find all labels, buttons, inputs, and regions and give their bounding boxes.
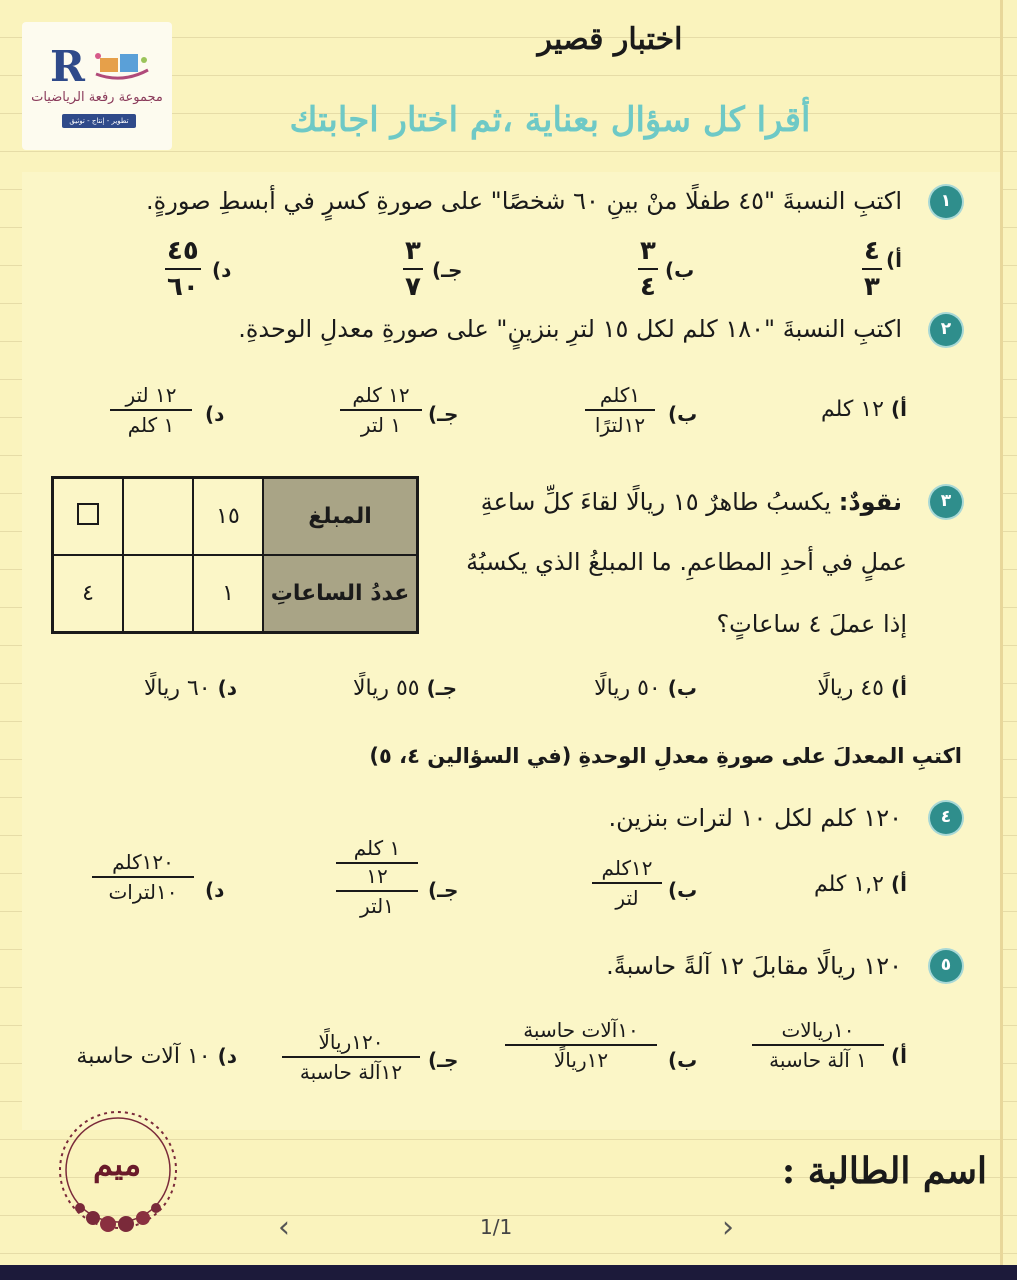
q1-option-b-fraction[interactable] — [638, 236, 658, 302]
question-3-lead: نقودٌ: — [838, 488, 902, 516]
question-5-text: ١٢٠ ريالًا مقابلَ ١٢ آلةً حاسبةً. — [606, 952, 902, 980]
q2-option-c-fraction[interactable] — [340, 383, 422, 437]
table-header-amount: المبلغ — [263, 478, 418, 556]
q5-option-d-letter: د) — [217, 1044, 237, 1068]
q1-option-d-letter: د) — [212, 258, 232, 282]
q5-option-d-value: ١٠ آلات حاسبة — [76, 1044, 211, 1069]
q3-option-b-value: ٥٠ ريالًا — [594, 676, 661, 701]
q2-option-b-fraction[interactable] — [585, 383, 655, 437]
q2-option-d-letter: د) — [205, 402, 225, 426]
fraction-denominator: ١ آلة حاسبة — [769, 1048, 867, 1072]
table-row — [53, 555, 418, 633]
q1-option-d-fraction[interactable] — [165, 236, 201, 302]
question-4-text: ١٢٠ كلم لكل ١٠ لترات بنزين. — [608, 804, 902, 832]
q3-option-d-letter: د) — [217, 676, 237, 700]
fraction-numerator: ١٢٠كلم — [92, 850, 194, 878]
fraction-numerator: ٣ — [403, 236, 423, 270]
empty-box-icon — [77, 503, 99, 525]
q1-option-d[interactable] — [212, 258, 231, 283]
question-1-text: اكتبِ النسبةَ "٤٥ طفلًا منْ بينِ ٦٠ شخصًا" على صورةِ كسرٍ في أبسطِ صورةٍ. — [146, 187, 902, 215]
table-header-hours: عددُ الساعاتِ — [263, 555, 418, 633]
question-5-badge: ٥ — [930, 950, 962, 982]
student-name-label: اسم الطالبة : — [781, 1150, 987, 1192]
q2-option-a-letter: أ) — [891, 397, 907, 421]
fraction-denominator: ١٢آلة حاسبة — [299, 1060, 403, 1084]
question-3-line-1 — [481, 488, 902, 516]
fraction-numerator: ٤ — [862, 236, 882, 270]
fraction-numerator: ١٢كلم — [592, 856, 662, 884]
signature: ميم — [93, 1145, 142, 1183]
logo — [22, 22, 172, 150]
q5-option-a-letter: أ) — [891, 1044, 907, 1068]
logo-letter: R — [50, 42, 85, 91]
fraction-denominator: ١٢ريالًا — [553, 1048, 609, 1072]
table-cell: ٤ — [53, 555, 124, 633]
q2-option-d[interactable] — [205, 402, 224, 427]
q3-option-c-value: ٥٥ ريالًا — [352, 676, 420, 701]
logo-name: مجموعة رفعة الرياضيات — [31, 90, 163, 105]
fraction-numerator: ١٠آلات حاسبة — [505, 1018, 657, 1046]
question-3-table — [51, 476, 419, 634]
q3-option-b-letter: ب) — [667, 676, 697, 700]
q5-option-b-fraction[interactable] — [505, 1018, 657, 1072]
q4-option-a-value: ١,٢ كلم — [813, 872, 884, 897]
q4-option-a[interactable] — [814, 872, 907, 897]
q3-option-d[interactable] — [144, 676, 237, 701]
fraction-denominator: ٧ — [405, 272, 421, 302]
question-3-line-2: عملٍ في أحدِ المطاعمِ. ما المبلغُ الذي يكسبُهُ — [466, 548, 907, 576]
q2-option-a-value: ١٢ كلم — [820, 397, 884, 422]
fraction-denominator: ١٠لترات — [108, 880, 178, 904]
table-cell: ١٥ — [193, 478, 263, 556]
q5-option-c-fraction[interactable] — [282, 1030, 420, 1084]
question-3-line-3: إذا عملَ ٤ ساعاتٍ؟ — [716, 610, 907, 638]
page-subtitle: أقرا كل سؤال بعناية ،ثم اختار اجابتك — [289, 100, 811, 140]
fraction-numerator: ١ كلم — [336, 836, 418, 864]
fraction-numerator: ١كلم — [585, 383, 655, 411]
q4-option-c-fraction[interactable] — [336, 836, 418, 918]
fraction-numerator: ١٢٠ريالًا — [282, 1030, 420, 1058]
q5-option-d[interactable] — [76, 1044, 237, 1069]
q4-option-b-fraction[interactable] — [592, 856, 662, 910]
q1-option-c-fraction[interactable] — [403, 236, 423, 302]
fraction-numerator: ٤٥ — [165, 236, 201, 270]
question-3-badge: ٣ — [930, 486, 962, 518]
fraction-numerator: ١٠ريالات — [752, 1018, 884, 1046]
q4-option-d-letter: د) — [205, 878, 225, 902]
fraction-denominator: ٦٠ — [167, 272, 199, 302]
q3-option-c[interactable] — [353, 676, 457, 701]
fraction-denominator: ١٢لترًا — [594, 413, 646, 437]
question-4-badge: ٤ — [930, 802, 962, 834]
q2-option-b-letter: ب) — [668, 402, 698, 426]
logo-tagline: تطوير - إنتاج - توثيق — [62, 114, 136, 128]
fraction-denominator: ١ كلم — [127, 413, 175, 437]
q3-option-b[interactable] — [594, 676, 697, 701]
bottom-bar — [0, 1265, 1017, 1280]
q1-option-a-letter: أ) — [886, 248, 902, 272]
q5-option-a-fraction[interactable] — [752, 1018, 884, 1072]
q5-option-c-letter: جـ) — [428, 1048, 459, 1072]
q5-option-b[interactable] — [668, 1048, 697, 1073]
table-row — [53, 478, 418, 556]
table-cell — [123, 555, 193, 633]
q4-option-c[interactable] — [428, 878, 458, 903]
q4-option-c-letter: جـ) — [428, 878, 459, 902]
question-2-text: اكتبِ النسبةَ "١٨٠ كلم لكل ١٥ لترِ بنزينٍ" على صورةِ معدلِ الوحدةِ. — [238, 315, 902, 343]
question-2-badge: ٢ — [930, 314, 962, 346]
q4-option-b-letter: ب) — [668, 878, 698, 902]
q3-option-a-letter: أ) — [891, 676, 907, 700]
question-1-badge: ١ — [930, 186, 962, 218]
page-indicator: 1/1 — [480, 1215, 513, 1239]
q2-option-c-letter: جـ) — [428, 402, 459, 426]
fraction-numerator: ٣ — [638, 236, 658, 270]
next-page-button[interactable]: › — [722, 1210, 734, 1245]
q5-option-b-letter: ب) — [668, 1048, 698, 1072]
prev-page-button[interactable]: ‹ — [278, 1210, 290, 1245]
q2-option-b[interactable] — [668, 402, 697, 427]
q3-option-a-value: ٤٥ ريالًا — [817, 676, 884, 701]
q2-option-a[interactable] — [821, 397, 907, 422]
page-title: اختبار قصير — [537, 22, 683, 57]
header — [0, 0, 1017, 170]
q1-option-c[interactable] — [432, 258, 462, 283]
q1-option-a[interactable] — [886, 248, 902, 273]
q4-option-b[interactable] — [668, 878, 697, 903]
question-3-text-1: يكسبُ طاهرٌ ١٥ ريالًا لقاءَ كلِّ ساعةِ — [480, 488, 832, 516]
fraction-numerator: ١٢ كلم — [340, 383, 422, 411]
fraction-denominator: ١ لتر — [360, 413, 402, 437]
table-cell — [123, 478, 193, 556]
q1-option-b[interactable] — [665, 258, 694, 283]
q1-option-a-fraction[interactable] — [862, 236, 882, 302]
fraction-numerator: ١٢ لتر — [110, 383, 192, 411]
q3-option-d-value: ٦٠ ريالًا — [143, 676, 211, 701]
logo-books-icon — [92, 50, 152, 80]
footer — [0, 1130, 1017, 1265]
q5-option-a[interactable] — [891, 1044, 907, 1069]
q5-option-c[interactable] — [428, 1048, 458, 1073]
fraction-denominator: ٣ — [864, 272, 880, 302]
q4-option-d-fraction[interactable] — [92, 850, 194, 904]
q2-option-d-fraction[interactable] — [110, 383, 192, 437]
section-instruction: اكتبِ المعدلَ على صورةِ معدلِ الوحدةِ (في السؤالين ٤، ٥) — [369, 744, 962, 768]
q1-option-c-letter: جـ) — [432, 258, 463, 282]
table-cell: ١ — [193, 555, 263, 633]
fraction-middle: ١٢ — [336, 864, 418, 892]
fraction-denominator: لتر — [615, 886, 639, 910]
q4-option-d[interactable] — [205, 878, 224, 903]
table-cell-unknown[interactable] — [53, 478, 124, 556]
q3-option-a[interactable] — [817, 676, 907, 701]
q4-option-a-letter: أ) — [891, 872, 907, 896]
q2-option-c[interactable] — [428, 402, 458, 427]
q1-option-b-letter: ب) — [665, 258, 695, 282]
q3-option-c-letter: جـ) — [426, 676, 457, 700]
fraction-denominator: ٤ — [640, 272, 656, 302]
fraction-denominator: ١لتر — [360, 894, 394, 918]
